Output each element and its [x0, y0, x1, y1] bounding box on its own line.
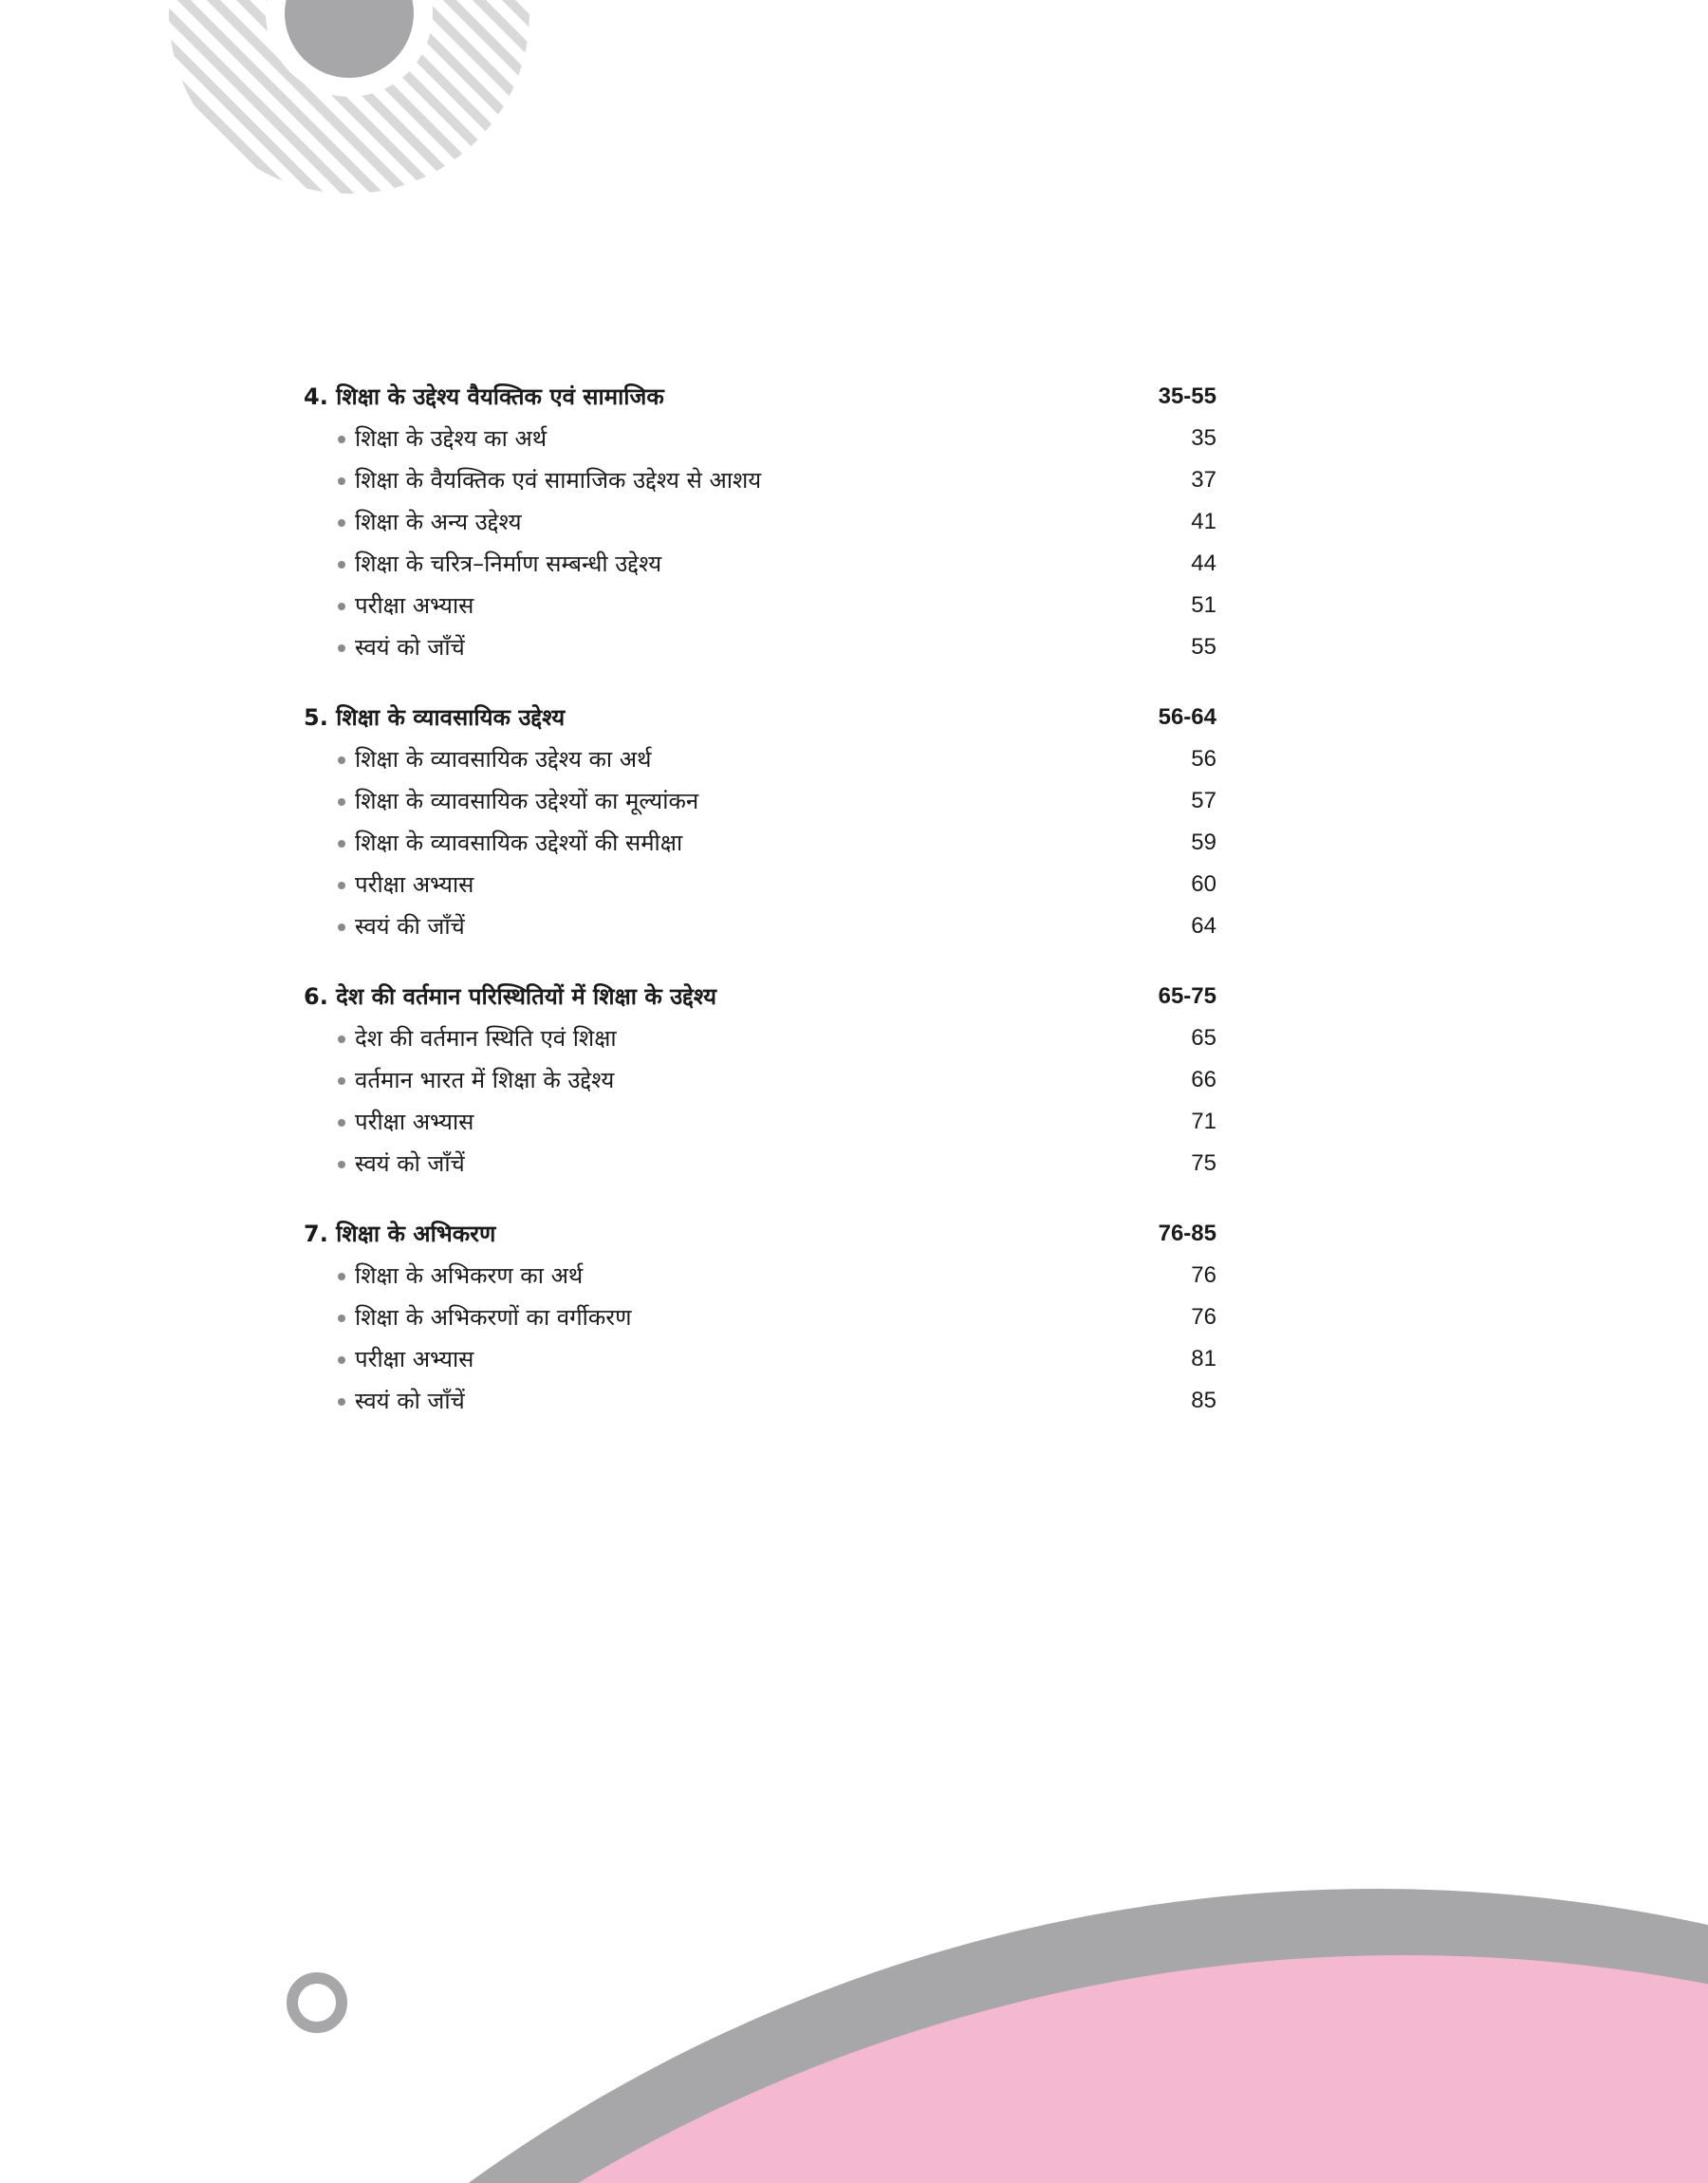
chapter-heading[interactable]	[304, 697, 1216, 738]
chapter-title: 7. शिक्षा के अभिकरण	[304, 1221, 496, 1247]
toc-entry-label: शिक्षा के व्यावसायिक उद्देश्यों की समीक्षा	[355, 830, 683, 856]
bullet-icon	[338, 882, 345, 889]
toc-entry-label: परीक्षा अभ्यास	[355, 1346, 474, 1372]
bullet-icon	[338, 798, 345, 806]
toc-entry[interactable]	[304, 822, 1216, 864]
toc-entry-page: 51	[1191, 592, 1216, 618]
toc-entry[interactable]	[304, 864, 1216, 905]
toc-entry[interactable]	[304, 501, 1216, 543]
table-of-contents	[304, 376, 1216, 1450]
toc-entry-page: 71	[1191, 1109, 1216, 1134]
toc-entry-label: शिक्षा के अभिकरणों का वर्गीकरण	[355, 1304, 632, 1331]
bullet-icon	[338, 1356, 345, 1364]
toc-entry[interactable]	[304, 1380, 1216, 1422]
bullet-icon	[338, 477, 345, 485]
chapter-page-range: 65-75	[1158, 983, 1216, 1009]
bullet-icon	[338, 1398, 345, 1406]
toc-entry-page: 81	[1191, 1346, 1216, 1371]
chapter-page-range: 35-55	[1158, 383, 1216, 409]
toc-entry-label: परीक्षा अभ्यास	[355, 871, 474, 898]
toc-entry-page: 76	[1191, 1304, 1216, 1330]
bullet-icon	[338, 840, 345, 848]
chapter-page-range: 76-85	[1158, 1221, 1216, 1246]
toc-entry[interactable]	[304, 738, 1216, 780]
toc-entry-page: 76	[1191, 1262, 1216, 1288]
chapter-title: 4. शिक्षा के उद्देश्य वैयक्तिक एवं सामाजिक	[304, 383, 664, 410]
bullet-icon	[338, 924, 345, 931]
toc-entry-label: परीक्षा अभ्यास	[355, 1109, 474, 1135]
bullet-icon	[338, 1119, 345, 1127]
toc-entry-page: 66	[1191, 1067, 1216, 1092]
toc-entry[interactable]	[304, 1338, 1216, 1380]
chapter-title: 5. शिक्षा के व्यावसायिक उद्देश्य	[304, 704, 566, 731]
toc-entry-label: स्वयं को जाँचें	[355, 634, 465, 661]
bullet-icon	[338, 561, 345, 569]
toc-entry-label: शिक्षा के अभिकरण का अर्थ	[355, 1262, 584, 1289]
toc-entry[interactable]	[304, 459, 1216, 501]
toc-entry-page: 64	[1191, 913, 1216, 939]
bullet-icon	[338, 1036, 345, 1043]
chapter-section	[304, 1213, 1216, 1422]
toc-entry-page: 85	[1191, 1388, 1216, 1413]
toc-entry-label: स्वयं की जाँचें	[355, 913, 465, 940]
toc-entry-page: 37	[1191, 467, 1216, 493]
toc-entry[interactable]	[304, 1017, 1216, 1059]
toc-entry[interactable]	[304, 905, 1216, 947]
toc-entry-page: 57	[1191, 788, 1216, 813]
chapter-heading[interactable]	[304, 976, 1216, 1017]
toc-entry-page: 41	[1191, 509, 1216, 534]
toc-entry[interactable]	[304, 1297, 1216, 1338]
toc-entry-page: 60	[1191, 871, 1216, 897]
toc-entry[interactable]	[304, 585, 1216, 626]
toc-entry-label: शिक्षा के व्यावसायिक उद्देश्यों का मूल्यांकन	[355, 788, 699, 814]
toc-entry-page: 75	[1191, 1150, 1216, 1176]
bullet-icon	[338, 436, 345, 443]
toc-entry[interactable]	[304, 543, 1216, 585]
chapter-section	[304, 697, 1216, 947]
toc-entry-page: 55	[1191, 634, 1216, 660]
toc-entry[interactable]	[304, 1101, 1216, 1143]
toc-entry-page: 35	[1191, 425, 1216, 451]
toc-entry-label: शिक्षा के व्यावसायिक उद्देश्य का अर्थ	[355, 746, 652, 773]
bullet-icon	[338, 756, 345, 764]
toc-entry-label: देश की वर्तमान स्थिति एवं शिक्षा	[355, 1025, 617, 1052]
toc-entry-label: शिक्षा के उद्देश्य का अर्थ	[355, 425, 548, 452]
chapter-section	[304, 376, 1216, 668]
bullet-icon	[338, 644, 345, 652]
toc-entry-page: 65	[1191, 1025, 1216, 1051]
chapter-heading[interactable]	[304, 1213, 1216, 1255]
toc-entry-page: 56	[1191, 746, 1216, 772]
chapter-section	[304, 976, 1216, 1185]
toc-entry-label: वर्तमान भारत में शिक्षा के उद्देश्य	[355, 1067, 615, 1093]
chapter-heading[interactable]	[304, 376, 1216, 418]
toc-entry[interactable]	[304, 1059, 1216, 1101]
toc-entry[interactable]	[304, 780, 1216, 822]
toc-entry[interactable]	[304, 1255, 1216, 1297]
toc-entry-label: शिक्षा के चरित्र–निर्माण सम्बन्धी उद्देश्य	[355, 550, 662, 577]
bullet-icon	[338, 1315, 345, 1322]
toc-entry-page: 44	[1191, 550, 1216, 576]
bullet-icon	[338, 1161, 345, 1168]
toc-entry[interactable]	[304, 1143, 1216, 1185]
bullet-icon	[338, 519, 345, 527]
toc-entry-label: स्वयं को जाँचें	[355, 1150, 465, 1177]
toc-entry-label: शिक्षा के अन्य उद्देश्य	[355, 509, 522, 535]
chapter-title: 6. देश की वर्तमान परिस्थितियों में शिक्षा के उद्देश्य	[304, 983, 717, 1010]
bullet-icon	[338, 603, 345, 610]
toc-entry[interactable]	[304, 418, 1216, 459]
small-ring-decoration	[292, 1978, 342, 2027]
toc-entry[interactable]	[304, 626, 1216, 668]
toc-entry-label: शिक्षा के वैयक्तिक एवं सामाजिक उद्देश्य से आशय	[355, 467, 762, 494]
bullet-icon	[338, 1273, 345, 1280]
toc-entry-label: परीक्षा अभ्यास	[355, 592, 474, 619]
toc-entry-label: स्वयं को जाँचें	[355, 1388, 465, 1414]
toc-entry-page: 59	[1191, 830, 1216, 855]
chapter-page-range: 56-64	[1158, 704, 1216, 730]
bullet-icon	[338, 1077, 345, 1085]
